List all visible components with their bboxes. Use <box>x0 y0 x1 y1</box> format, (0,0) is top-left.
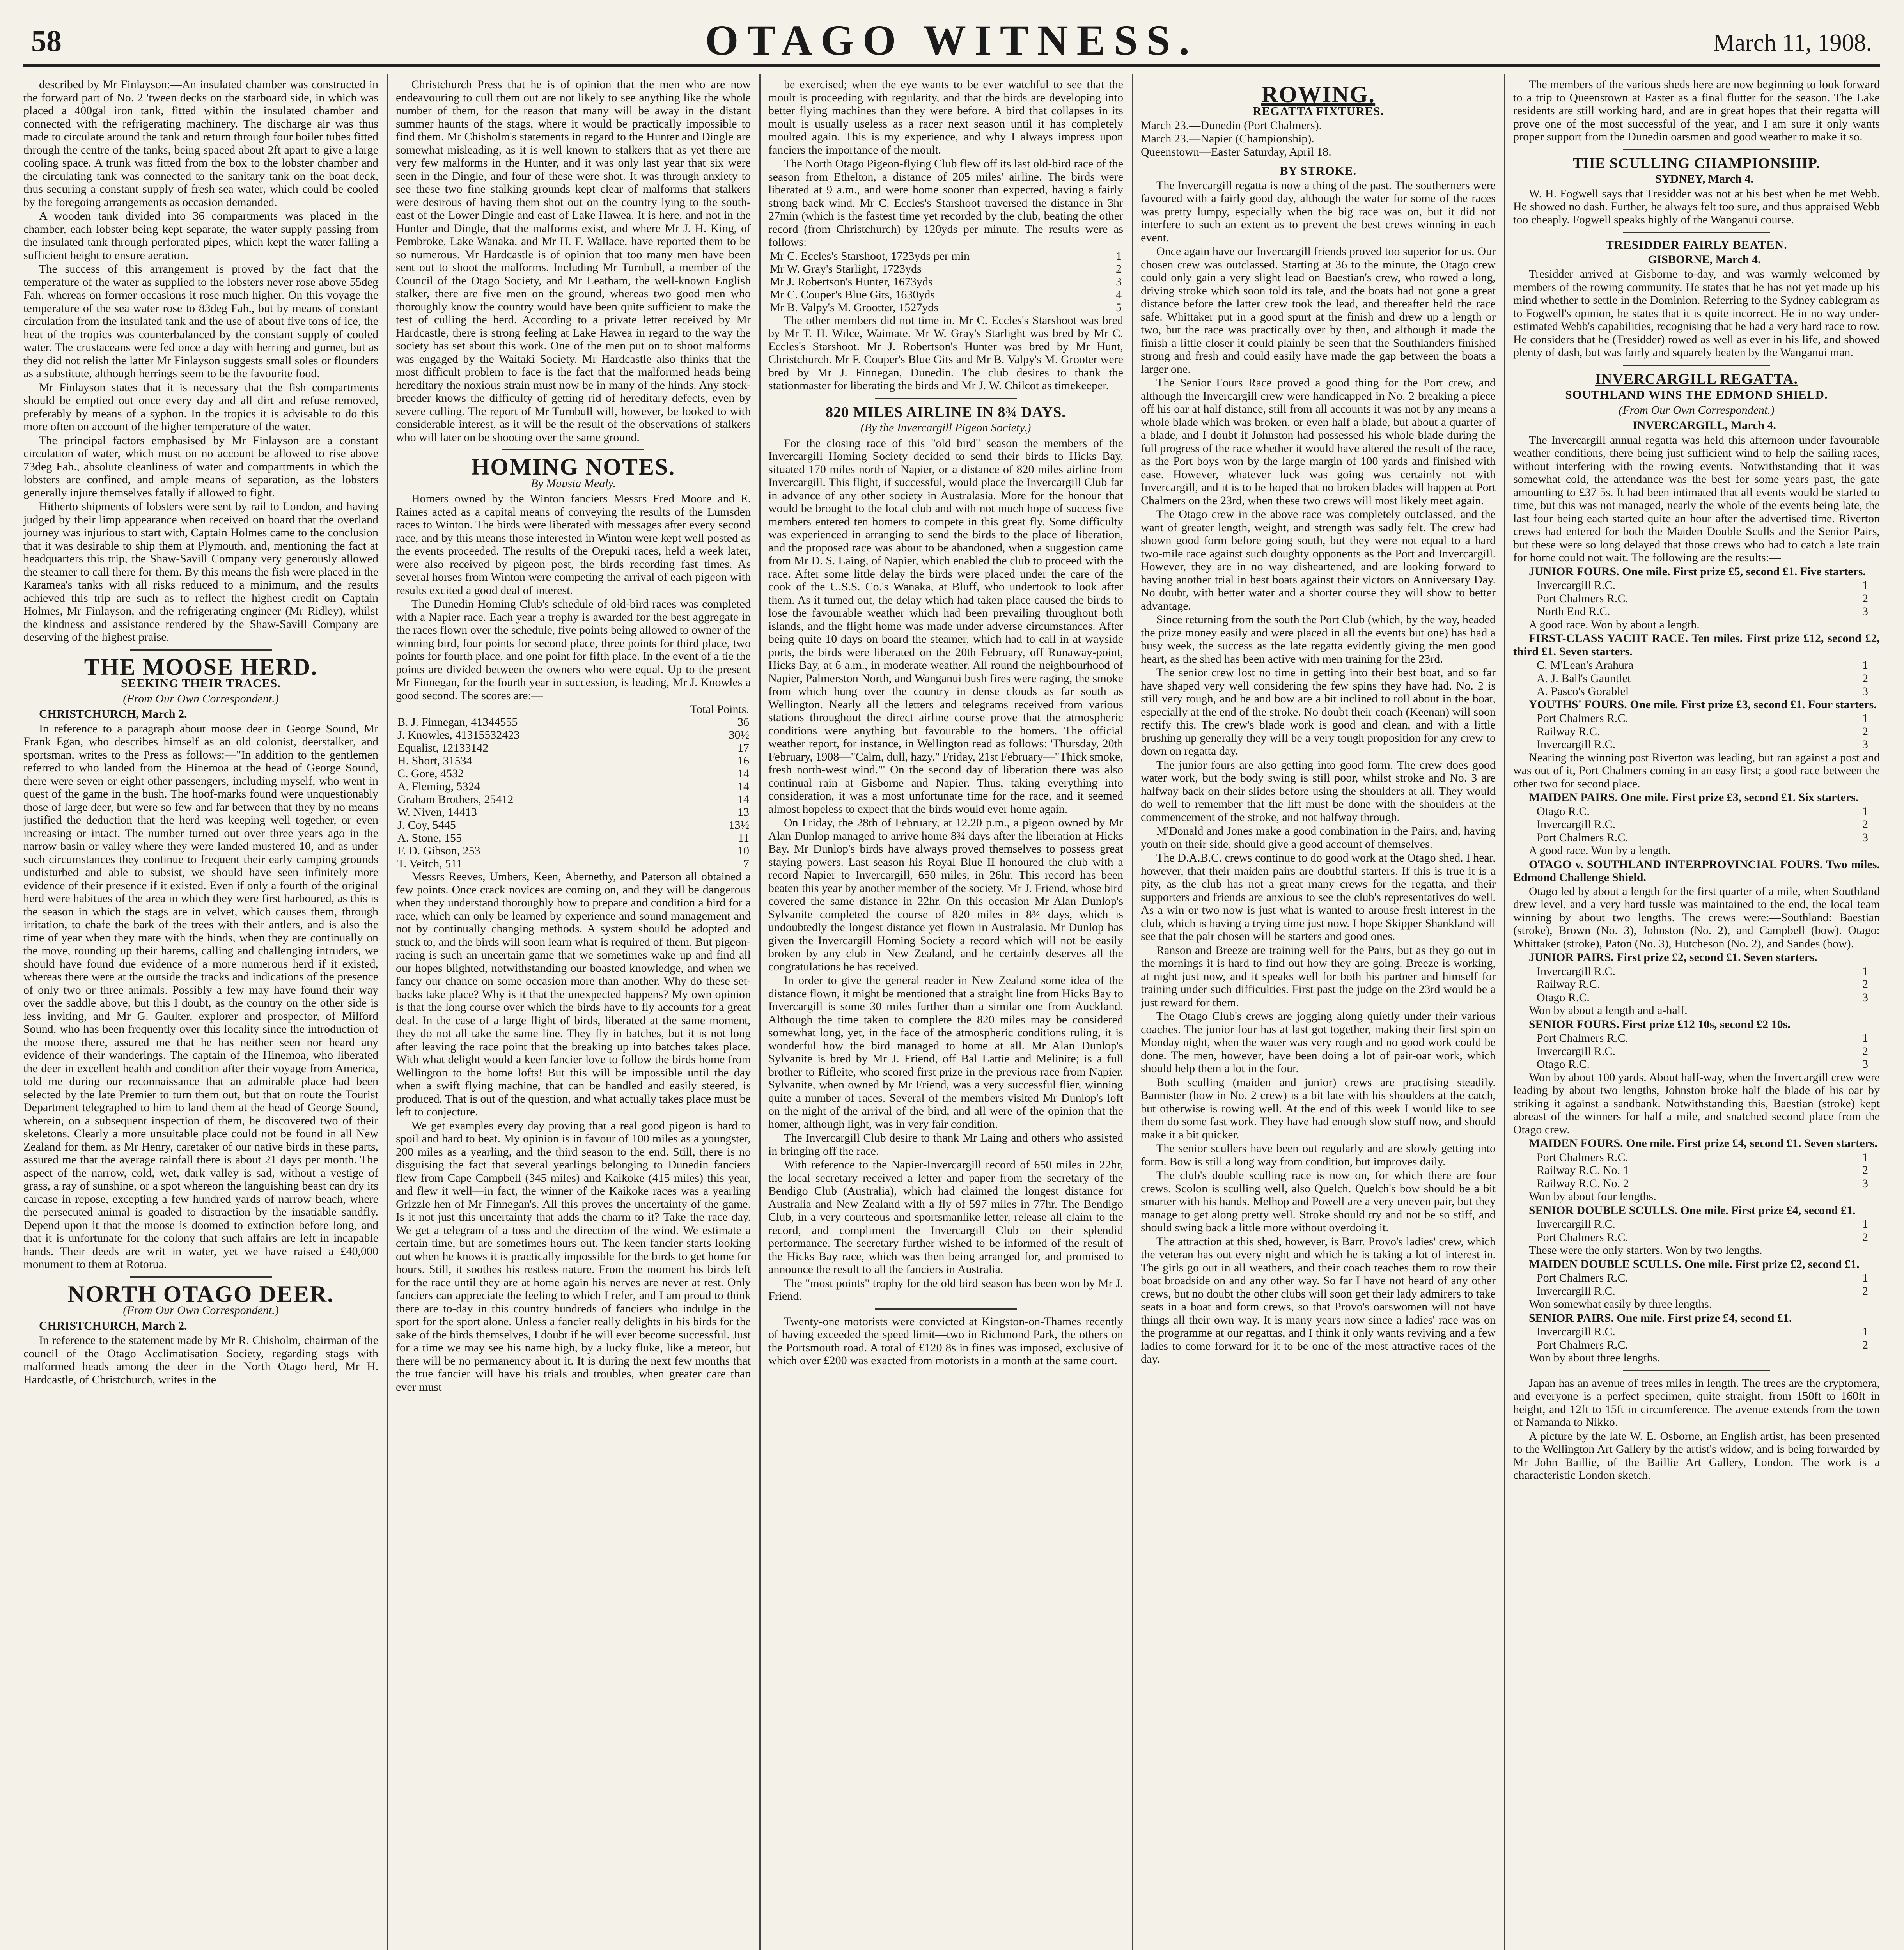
row-name: W. Niven, 14413 <box>397 806 477 819</box>
paragraph: For the closing race of this "old bird" season the members of the Invercargill Homing Society decided to send their birds to Hicks Bay, situated 170 miles north of Napier, or a distance of 820 miles airline from Invercargill. This flight, if successful, would place the Invercargill Club far in advance of any other society in Australasia. More for the honour that would be brought to the local club and with not much hope of success five members entered ten homers to compete in this great fly. Some difficulty was experienced in arranging to send the birds to the place of liberation, and the proposed race was about to be abandoned, when a suggestion came from Mr D. S. Laing, of Napier, which enabled the club to proceed with the race. After some little delay the birds were placed under the care of the cook of the U.S.S. Co.'s Wanaka, at Bluff, who undertook to look after them. As it turned out, the delay which had taken place caused the birds to lose the favourable weather which had been prevailing throughout both islands, and the flight home was made under adverse circumstances. After being quite 10 days on board the steamer, which had to call in at wayside ports, the birds were liberated on the 20th February, off Runaway-point, Hicks Bay, at 6 a.m., in moderate weather. All round the neighbourhood of Napier, Palmerston North, and Wanganui bush fires were raging, the smoke from which hung over the country in dense clouds as far south as Wellington. Nearly all the letters and telegrams received from various stations throughout the direct airline course prove that the atmospheric conditions were anything but favourable to the homers. The official weather report, for instance, in Wellington read as follows: 'Thursday, 20th February, 1908—"Calm, dull, hazy." Friday, 21st February—"Thick smoke, fresh north-west wind."' On the second day of liberation there was also continual rain at Gisborne and Napier. Thus, taking everything into consideration, it was a most unfortunate time for the race, and it seemed almost hopeless to expect that the birds would ever home again. <box>768 436 1123 815</box>
result-place: 2 <box>1862 1164 1868 1177</box>
result-crew: Railway R.C. No. 2 <box>1537 1177 1629 1190</box>
table-row <box>396 831 751 844</box>
row-points: 16 <box>737 754 749 767</box>
race-heading: YOUTHS' FOURS. One mile. First prize £3, second £1. Four starters. <box>1529 698 1877 711</box>
table-row <box>768 275 1123 288</box>
result-crew: Port Chalmers R.C. <box>1537 1032 1629 1044</box>
paragraph: In reference to a paragraph about moose deer in George Sound, Mr Frank Egan, who describes himself as an old colonist, deerstalker, and sportsman, writes to the Press as follows:—"In addition to the gentlemen referred to who landed from the Hinemoa at the head of George Sound, there were seven or eight other passengers, including myself, who went in quest of the game in the bush. The hoof-marks found were unquestionably those of large deer, but were so few and far between that they by no means justified the deduction that the herd was keeping well together, or even increasing or intact. The number turned out over three years ago in the narrow basin or valley where they were landed mustered 10, and as under such circumstances they continue to frequent their early camping grounds undisturbed and able to subsist, we should have seen infinitely more evidence of their presence if it existed. Even if only a fourth of the original herd were habitues of the area in which they were first harboured, as this is the season in which the stags are in velvet, which causes them, through irritation, to chafe the bark of the trees with their antlers, and is also the time of year when they mate with the hinds, when they are continually on the move, rounding up their harems, calling and challenging intruders, we should have found due evidence of a more numerous herd if it existed, whereas there were at the outside the tracks and indications of the presence of only two or three animals. Possibly a few may have found their way over the saddle above, but this I doubt, as the country on the other side is less inviting, and Mr G. Gaulter, explorer and prospector, of Milford Sound, who has been frequently over this locality since the introduction of the moose there, assured me that he has neither seen nor heard any evidence of their wanderings. The captain of the Hinemoa, who liberated the deer in excellent health and condition after their voyage from America, told me during our reconnaissance that an admirable place had been selected by the late Premier to turn them out, but that on route the Tourist Department telegraphed to him to land them at the head of George Sound, wherein, on a subsequent inspection of them, he discovered two of their skeletons. Clearly a more unsuitable place could not be found in all New Zealand for them, as Mr Henry, caretaker of our native birds in these parts, assured me that the average rainfall there is about 21 days per month. The aspect of the narrow, cold, wet, dark valley is sad, without a vestige of grass, a ray of sunshine, or a spot whereon the languishing beast can dry its carcase in repose, excepting a few hundred yards of narrow beach, where the persecuted animal is goaded to distraction by the insatiable sandfly. Depend upon it that the moose is doomed to extinction before long, and that it is unfortunate for the colony that such affairs are left in incapable hands. Their deeds are writ in water, yet we have raised a £40,000 monument to them at Rotorua. <box>23 722 378 1271</box>
sculling-paragraph: W. H. Fogwell says that Tresidder was not at his best when he met Webb. He showed no dash. Further, he always felt too sure, and thus appraised Webb too cheaply. Fogwell speaks highly of the Wanganui course. <box>1513 187 1880 226</box>
column-2 <box>396 78 751 1950</box>
paragraph: The Invercargill Club desire to thank Mr Laing and others who assisted in bringing off the race. <box>768 1131 1123 1158</box>
result-crew: Port Chalmers R.C. <box>1537 592 1629 605</box>
result-place: 2 <box>1862 592 1868 605</box>
result-place: 1 <box>1862 659 1868 672</box>
paragraph: In order to give the general reader in New Zealand some idea of the distance flown, it might be mentioned that a straight line from Hicks Bay to Invercargill is some 30 miles further than a similar one from Auckland. Although the time taken to complete the 820 miles may be considered somewhat long, yet, in the face of the atmospheric conditions ruling, it is wonderful how the bird managed to home at all. Mr Alan Dunlop's Sylvanite is bred by Mr J. Friend, off Bal Lattie and Melinite; is a full brother to Rifleite, who scored first prize in the previous race from Napier. Sylvanite, when owned by Mr Friend, was a very successful flier, winning quite a number of races. Several of the members visited Mr Dunlop's loft on the night of the arrival of the bird, and all were of the opinion that the homer, although light, was in very fair condition. <box>768 974 1123 1131</box>
homing-notes-heading: HOMING NOTES. <box>471 454 675 480</box>
race-heading: SENIOR PAIRS. One mile. First prize £4, second £1. <box>1529 1311 1792 1324</box>
invercargill-correspondent: (From Our Own Correspondent.) <box>1619 403 1775 417</box>
paragraph: A picture by the late W. E. Osborne, an English artist, has been presented to the Wellington Art Gallery by the artist's widow, and is being forwarded by Mr John Baillie, of the Baillie Art Gallery, London. The work is a characteristic London sketch. <box>1513 1429 1880 1482</box>
race-result <box>1513 965 1880 978</box>
paragraph: The principal factors emphasised by Mr Finlayson are a constant circulation of water, which must on no account be allowed to rise above 73deg Fah., absolute cleanliness of water and compartments in which the lobsters are confined, and ample means of separation, as the lobsters generally injure themselves fatally if allowed to fight. <box>23 434 378 499</box>
race-result <box>1513 978 1880 991</box>
race-heading: JUNIOR PAIRS. First prize £2, second £1. Seven starters. <box>1529 951 1817 964</box>
result-place: 3 <box>1862 685 1868 698</box>
race-heading: SENIOR FOURS. First prize £12 10s, second £2 10s. <box>1529 1018 1791 1031</box>
scores-header: Total Points. <box>690 703 749 716</box>
row-points: 10 <box>737 844 749 857</box>
tresidder-heading: TRESIDDER FAIRLY BEATEN. <box>1606 238 1787 252</box>
moose-subheading: SEEKING THEIR TRACES. <box>121 676 281 690</box>
result-place: 3 <box>1862 1177 1868 1190</box>
row-name: Mr C. Eccles's Starshoot, 1723yds per min <box>770 249 970 262</box>
row-points: 17 <box>737 741 749 754</box>
miscellany-paragraphs <box>1513 1377 1880 1482</box>
result-place: 3 <box>1862 831 1868 844</box>
moose-dateline: CHRISTCHURCH, March 2. <box>39 707 187 720</box>
result-crew: Invercargill R.C. <box>1537 1218 1615 1230</box>
homing-article-continued <box>396 870 751 1393</box>
row-name: Equalist, 12133142 <box>397 741 489 754</box>
result-place: 1 <box>1862 1150 1868 1164</box>
fixture-item: March 23.—Napier (Championship). <box>1141 132 1314 145</box>
moose-correspondent: (From Our Own Correspondent.) <box>123 692 279 705</box>
row-points: 13 <box>737 806 749 819</box>
row-name: J. Coy, 5445 <box>397 819 456 831</box>
result-crew: Port Chalmers R.C. <box>1537 1150 1629 1164</box>
airline-subheading: (By the Invercargill Pigeon Society.) <box>860 421 1031 434</box>
row-points: 3 <box>1116 275 1122 288</box>
race-note: Won by about four lengths. <box>1529 1190 1656 1203</box>
row-points: 4 <box>1116 288 1122 301</box>
result-place: 1 <box>1862 964 1868 978</box>
invercargill-subheading: SOUTHLAND WINS THE EDMOND SHIELD. <box>1565 388 1828 401</box>
paragraph: Both sculling (maiden and junior) crews are practising steadily. Bannister (bow in No. 2 crew) is a bit late with his shoulders at the catch, but otherwise is rowing well. At the end of this week I would like to see them do some fast work. They have had enough slow stuff now, and should make it a bit quicker. <box>1141 1076 1496 1141</box>
result-crew: Port Chalmers R.C. <box>1537 1338 1629 1351</box>
lobster-article <box>23 78 378 644</box>
sculling-dateline: SYDNEY, March 4. <box>1655 172 1753 185</box>
invercargill-intro: The Invercargill annual regatta was held this afternoon under favourable weather conditions, there being just sufficient wind to help the sailing races, without interfering with the rowing events. Notwithstanding that it was somewhat cold, the attendance was the best for some years past, the gate amounting to £37 5s. It had been intimated that all events would be started to time, but this was not managed, nearly the whole of the events being late, the last four being each started quite an hour after the advertised time. Riverton crews had entered for both the Maiden Double Sculls and the Senior Pairs, but these were so long delayed that those crews who had to catch a late train for home could not wait. The following are the results:— <box>1513 433 1880 564</box>
race-heading: MAIDEN PAIRS. One mile. First prize £3, second £1. Six starters. <box>1529 791 1859 804</box>
table-row <box>768 250 1123 262</box>
table-row <box>396 819 751 831</box>
result-crew: Railway R.C. No. 1 <box>1537 1164 1629 1177</box>
table-row <box>396 780 751 793</box>
paragraph: A wooden tank divided into 36 compartments was placed in the chamber, each lobster being kept separate, the water supply passing from the insulated tank through perforated pipes, which kept the water falling a sufficient height to ensure aeration. <box>23 209 378 262</box>
paragraph: Japan has an avenue of trees miles in length. The trees are the cryptomera, and everyone is a perfect specimen, quite straight, from 150ft to 160ft in height, and 12ft to 15ft in circumference. The avenue extends from the town of Namanda to Nikko. <box>1513 1376 1880 1429</box>
race-result <box>1513 725 1880 738</box>
race-result <box>1513 991 1880 1004</box>
result-place: 3 <box>1862 738 1868 751</box>
by-stroke-heading: BY STROKE. <box>1280 164 1357 177</box>
paragraph: be exercised; when the eye wants to be ever watchful to see that the moult is proceeding with regularity, and that the birds are developing into better flying machines than they were before. A bird that collapses in its moult is usually useless as a racer next season until it has completely moulted again. This is my experience, and why I always impress upon fanciers the importance of the moult. <box>768 78 1123 156</box>
race-result <box>1513 1032 1880 1045</box>
race-result <box>1513 672 1880 685</box>
paragraph: The junior fours are also getting into good form. The crew does good water work, but the body swing is still poor, whilst stroke and No. 3 are halfway back on their slides before using the shoulders at all. They would do well to remember that the lift must be done with the shoulders at the commencement of the stroke, and not halfway through. <box>1141 758 1496 824</box>
airline-article <box>768 437 1123 1303</box>
moose-herd-heading: THE MOOSE HERD. <box>84 654 318 680</box>
table-row <box>396 857 751 870</box>
newspaper-title: OTAGO WITNESS. <box>705 16 1198 64</box>
result-crew: Invercargill R.C. <box>1537 1284 1615 1298</box>
result-crew: Invercargill R.C. <box>1537 818 1615 831</box>
fixture-item: Queenstown—Easter Saturday, April 18. <box>1141 145 1331 158</box>
result-crew: North End R.C. <box>1537 605 1610 618</box>
paragraph: The members of the various sheds here are now beginning to look forward to a trip to Queenstown at Easter as a final flutter for the season. The Lake residents are still working hard, and are in great hopes that their regatta will prove one of the most successful of the year, and I am sure it only wants proper support from the Dunedin oarsmen and good weather to make it so. <box>1513 78 1880 143</box>
paragraph: M'Donald and Jones make a good combination in the Pairs, and, having youth on their side, should give a good account of themselves. <box>1141 824 1496 851</box>
race-result <box>1513 1285 1880 1298</box>
column-rule <box>1132 74 1133 1950</box>
result-crew: Railway R.C. <box>1537 725 1600 738</box>
column-1 <box>23 78 378 1950</box>
paragraph: The "most points" trophy for the old bird season has been won by Mr J. Friend. <box>768 1276 1123 1303</box>
row-points: 30½ <box>729 729 749 741</box>
race-note: Won somewhat easily by three lengths. <box>1529 1298 1712 1310</box>
result-place: 1 <box>1862 1032 1868 1044</box>
result-place: 2 <box>1862 725 1868 738</box>
race-heading: MAIDEN DOUBLE SCULLS. One mile. First prize £2, second £1. <box>1529 1257 1860 1271</box>
result-place: 2 <box>1862 672 1868 685</box>
row-name: F. D. Gibson, 253 <box>397 844 480 857</box>
race-result <box>1513 1177 1880 1190</box>
race-heading: JUNIOR FOURS. One mile. First prize £5, second £1. Five starters. <box>1529 565 1866 578</box>
divider <box>1623 1370 1770 1371</box>
paragraph: The senior scullers have been out regularly and are slowly getting into form. Bow is still a long way from condition, but improves daily. <box>1141 1142 1496 1168</box>
result-crew: Invercargill R.C. <box>1537 1325 1615 1338</box>
paragraph: Once again have our Invercargill friends proved too superior for us. Our chosen crew was outclassed. Starting at 36 to the minute, the Otago crew could only gain a very slight lead on Baestian's crew, who rowed a long, driving stroke which soon told its tale, and the boats had not gone a great distance before the latter crew took the lead, and thereafter held the race safe. Whittaker put in a good spurt at the finish and drew up a length or two, but the race was practically over by then, and although it made the finish a little closer it could plainly be seen that the Southlanders finished strong and fresh and could easily have made the gap between the boats a larger one. <box>1141 245 1496 376</box>
result-place: 1 <box>1862 712 1868 725</box>
race-heading: SENIOR DOUBLE SCULLS. One mile. First prize £4, second £1. <box>1529 1204 1856 1217</box>
paragraph: Hitherto shipments of lobsters were sent by rail to London, and having judged by their limp appearance when received on board that the overland journey was injurious to start with, Captain Holmes came to the conclusion that it was desirable to ship them at Plymouth, and, mentioning the fact at headquarters this trip, the Shaw-Savill Company very generously allowed the steamer to call there for them. By this means the fish were placed in the Karamea's tanks with all risks reduced to a minimum, and the results achieved this trip are such as to reflect the highest credit on Captain Holmes, Mr Finlayson, and the refrigerating engineer (Mr Ridley), whilst the kindness and assistance rendered by the Shaw-Savill Company are deserving of the highest praise. <box>23 500 378 644</box>
homing-byline: By Mausta Mealy. <box>531 477 616 490</box>
race-note: These were the only starters. Won by two lengths. <box>1529 1244 1762 1257</box>
paragraph: The Otago Club's crews are jogging along quietly under their various coaches. The junior four has at last got together, making their first spin on Monday night, when the water was very rough and no good work could be done. The men, however, have been doing a lot of pair-oar work, which should help them a lot in the four. <box>1141 1010 1496 1075</box>
table-row <box>396 793 751 806</box>
row-name: Mr B. Valpy's M. Grootter, 1527yds <box>770 301 938 314</box>
paragraph: With reference to the Napier-Invercargill record of 650 miles in 22hr, the local secretary received a letter and paper from the secretary of the Bendigo Club (Australia), which had claimed the longest distance for Australia and New Zealand with a fly of 597 miles in 77hr. The Bendigo Club, in a very courteous and sportsmanlike letter, release all claim to the record, and compliment the Invercargill Club on their splendid performance. The secretary further wished to be informed of the result of the Hicks Bay race, which was then being arranged for, and promised to announce the result to all the fanciers in Australia. <box>768 1158 1123 1276</box>
result-place: 2 <box>1862 1338 1868 1351</box>
row-name: J. Knowles, 41315532423 <box>397 729 520 741</box>
column-5 <box>1513 78 1880 1950</box>
table-row <box>396 754 751 767</box>
table-row <box>396 844 751 857</box>
north-correspondent: (From Our Own Correspondent.) <box>123 1304 279 1317</box>
paragraph: The North Otago Pigeon-flying Club flew off its last old-bird race of the season from Ethelton, a distance of 205 miles' airline. The birds were liberated at 9 a.m., and were home sooner than expected, having a fairly strong back wind. Mr C. Eccles's Starshoot traversed the distance in 3hr 27min (which is the fastest time yet recorded by the club, beating the other record (from Christchurch) by 120yds per minute. The results were as follows:— <box>768 157 1123 248</box>
scores-table <box>396 703 751 870</box>
race-result <box>1513 738 1880 751</box>
divider <box>1623 149 1770 150</box>
page-number: 58 <box>31 24 62 58</box>
table-row <box>768 262 1123 275</box>
race-note: Won by about three lengths. <box>1529 1351 1660 1364</box>
row-points: 5 <box>1116 301 1122 314</box>
row-points: 14 <box>737 793 749 806</box>
column-rule <box>387 74 388 1950</box>
column-3 <box>768 78 1123 1950</box>
result-crew: Port Chalmers R.C. <box>1537 1230 1629 1244</box>
invercargill-regatta-heading: INVERCARGILL REGATTA. <box>1595 370 1798 387</box>
row-points: 2 <box>1116 262 1122 275</box>
result-crew: Invercargill R.C. <box>1537 1044 1615 1058</box>
table-row <box>768 301 1123 314</box>
paragraph: Homers owned by the Winton fanciers Messrs Fred Moore and E. Raines acted as a capital means of conveying the results of the Lumsden races to Winton. The birds were liberated with messages after every second race, and by this means those interested in Winton were kept well posted as the events proceeded. The results of the Orepuki races, held a week later, were also received by pigeon post, the birds recording fast times. As several horses from Winton were competing the arrival of each pigeon with results excited a good deal of interest. <box>396 492 751 597</box>
fixture-item: March 23.—Dunedin (Port Chalmers). <box>1141 119 1322 132</box>
paragraph: In reference to the statement made by Mr R. Chisholm, chairman of the council of the Otago Acclimatisation Society, regarding stags with malformed heads among the deer in the North Otago herd, Mr H. Hardcastle, of Christchurch, writes in the <box>23 1334 378 1386</box>
result-crew: Invercargill R.C. <box>1537 738 1615 751</box>
row-name: A. Stone, 155 <box>397 831 462 844</box>
north-otago-deer-article <box>23 1334 378 1386</box>
paragraph: The Senior Fours Race proved a good thing for the Port crew, and although the Invercargill crew were handicapped in No. 2 breaking a piece off his oar at half distance, still from all accounts it was not by any means a whole blade which was broken, or even half a blade, but about a quarter of a blade, and I doubt if Johnston had possessed his whole blade during the full progress of the race whether it would have altered the result of the race, as the Port boys won by the large margin of 100 yards and finished with ease. However, whatever luck was going was certainly not with Invercargill, and it is to be hoped that no broken blades will happen at Port Chalmers on the 23rd, when these two crews will most likely meet again. <box>1141 376 1496 507</box>
race-result <box>1513 1151 1880 1164</box>
race-result <box>1513 1338 1880 1352</box>
north-otago-deer-heading: NORTH OTAGO DEER. <box>67 1281 334 1307</box>
result-place: 2 <box>1862 1284 1868 1298</box>
paragraph: Christchurch Press that he is of opinion that the men who are now endeavouring to cull them out are not likely to see anything like the whole number of them, for the reason that many will be away in the distant summer haunts of the stags, where it would be practically impossible to find them. Mr Chisholm's statements in regard to the Hunter and Dingle are somewhat misleading, as it is well known to stalkers that as yet there are very few malforms in the Hunter, and it was only last year that six were seen in the Dingle, and four of these were shot. It was through anxiety to see these two fine stalking grounds kept clear of malforms that stalkers were desirous of having them shot out on the country lying to the south-east of the Lower Dingle and east of Lake Hawea. It is here, and not in the Hunter and Dingle, that the malforms exist, and where Mr J. H. King, of Pembroke, Lake Wanaka, and Mr H. F. Wallace, have reported them to be so numerous. Mr Hardcastle is of opinion that too many men have been sent out to shoot the malforms. Including Mr Turnbull, a member of the Council of the Otago Society, and Mr Leatham, the well-known English stalker, there are five men on the ground, whereas two good men who thoroughly know the country would have been quite sufficient to make the test of culling the herd. According to a private letter received by Mr Hardcastle, there is strong feeling at Lake Hawea in regard to the way the society has set about this work. One of the men put on to shoot malforms was engaged by the Waitaki Society. Mr Hardcastle also thinks that the most difficult problem to face is the fact that the malformed heads being hereditary the noxious strain must now be in many of the hinds. Any stock-breeder knows the difficulty of getting rid of hereditary defects, even by severe culling. The report of Mr Turnbull will, however, be looked to with considerable interest, as it will be the result of the observations of stalkers who will later on be shooting over the same ground. <box>396 78 751 444</box>
race-result <box>1513 831 1880 844</box>
result-crew: Invercargill R.C. <box>1537 964 1615 978</box>
row-points: 7 <box>743 857 749 870</box>
row-points: 1 <box>1116 249 1122 262</box>
row-name: H. Short, 31534 <box>397 754 472 767</box>
result-crew: A. Pasco's Gorablel <box>1537 685 1629 698</box>
column-rule <box>1504 74 1505 1950</box>
race-note: Nearing the winning post Riverton was leading, but ran against a post and was out of it, Port Chalmers coming in an easy first; a good race between the other two for second place. <box>1513 751 1880 790</box>
invercargill-dateline: INVERCARGILL, March 4. <box>1633 419 1776 432</box>
race-heading: FIRST-CLASS YACHT RACE. Ten miles. First prize £12, second £2, third £1. Seven starters. <box>1513 632 1880 658</box>
result-crew: A. J. Ball's Gauntlet <box>1537 672 1631 685</box>
race-result <box>1513 1271 1880 1285</box>
tresidder-dateline: GISBORNE, March 4. <box>1648 253 1761 266</box>
result-crew: Otago R.C. <box>1537 805 1590 818</box>
result-place: 1 <box>1862 579 1868 592</box>
sculling-heading: THE SCULLING CHAMPIONSHIP. <box>1573 155 1820 172</box>
race-result <box>1513 579 1880 592</box>
homing-article <box>396 492 751 702</box>
paragraph: Ranson and Breeze are training well for the Pairs, but as they go out in the mornings it is hard to find out how they are going. Breeze is working, at night just now, and it speaks well for both his partner and himself for training under such difficulties. First past the judge on the 23rd would be a just reward for them. <box>1141 943 1496 1009</box>
race-result <box>1513 1045 1880 1058</box>
column-rule <box>759 74 761 1950</box>
row-points: 13½ <box>729 819 749 831</box>
row-name: Mr W. Gray's Starlight, 1723yds <box>770 262 922 275</box>
result-crew: Port Chalmers R.C. <box>1537 712 1629 725</box>
column-4 <box>1141 78 1496 1950</box>
row-points: 11 <box>738 831 749 844</box>
row-name: T. Veitch, 511 <box>397 857 463 870</box>
race-note: Otago led by about a length for the first quarter of a mile, when Southland drew level, and a very hard tussle was maintained to the end, the local team winning by about two lengths. The crews were:—Southland: Baestian (stroke), Brown (No. 3), Johnston (No. 2), and Campbell (bow). Otago: Whittaker (stroke), Paton (No. 3), Hutcheson (No. 2), and Sandes (bow). <box>1513 885 1880 950</box>
rowing-article <box>1141 179 1496 1366</box>
masthead-rule <box>23 64 1880 67</box>
row-points: 14 <box>737 780 749 793</box>
table-row <box>396 767 751 780</box>
paragraph: On Friday, the 28th of February, at 12.20 p.m., a pigeon owned by Mr Alan Dunlop managed to arrive home 8¾ days after the liberation at Hicks Bay. Mr Dunlop's birds have always proved themselves to possess great staying powers. Last season his Royal Blue II honoured the club with a record Napier to Invercargill, 650 miles, in 26hr. This record has been beaten this year by another member of the society, Mr J. Friend, whose bird covered the same distance in 22hr. On this occasion Mr Alan Dunlop's Sylvanite completed the course of 820 miles in 8¾ days, which is undoubtedly the longest distance yet flown in Australasia. Mr Dunlop has given the Invercargill Homing Society a record which will not be easily broken by any club in New Zealand, and he certainly deserves all the congratulations he has received. <box>768 816 1123 973</box>
race-note: A good race. Won by about a length. <box>1529 618 1700 631</box>
paragraph: The success of this arrangement is proved by the fact that the temperature of the water as supplied to the lobsters never rose above 55deg Fah. whereas on former occasions it rose much higher. On this voyage the temperature of the sea water rose to 83deg Fah., but by means of constant circulation from the insulated tank and the use of about five tons of ice, the heat of the tropics was counterbalanced by the constant supply of cooled water. The crustaceans were fed once a day with herring and gurnet, but as they did not relish the latter Mr Finlayson suggests small soles or flounders as a substitute, although herrings seem to be the favourite food. <box>23 262 378 380</box>
paragraph: Messrs Reeves, Umbers, Keen, Abernethy, and Paterson all obtained a few points. Once crack novices are coming on, and they will be dangerous when they understand thoroughly how to prepare and condition a bird for a race, which can only be learned by experience and sound management and not by continually changing methods. A system should be adopted and stuck to, and the birds will soon learn what is required of them. But pigeon-racing is such an uncertain game that we sometimes wake up and find all our hopes blighted, notwithstanding our boasted knowledge, and when we fancy our chance on some occasion more than another. Why do these set-backs take place? Why is it that the unexpected happens? My own opinion is that the long course over which the birds have to fly accounts for a great deal. In the case of a large flight of birds, liberated at the same moment, they do not all take the same line. They fly in batches, but it is not long after leaving the race point that the breaking up into batches takes place. With what delight would a keen fancier love to follow the birds home from Wellington to the home lofts! But this will be impossible until the day when a swift flying machine, that can be handled and easily steered, is produced. That is out of the question, and what actually takes place must be left to conjecture. <box>396 870 751 1118</box>
row-points: 36 <box>737 716 749 729</box>
paragraph: We get examples every day proving that a real good pigeon is hard to spoil and hard to beat. My opinion is in favour of 100 miles as a youngster, 200 miles as a yearling, and the third season to the end. Still, there is no disguising the fact that several yearlings belonging to Dunedin fanciers flew from Cape Campbell (345 miles) and Kaikoke (415 miles) this year, and flew it well—in fact, the winner of the Kaikoke races was a yearling Grizzle hen of Mr Finnegan's. All this proves the uncertainty of the game. Is it not just this uncertainty that adds the charm to it? Take the race day. We get a telegram of a toss and the direction of the wind. We estimate a certain time, but are sometimes hours out. The keen fancier starts looking out when he knows it is practically impossible for the birds to get home for hours. Still, it soothes his restless nature. From the moment his birds left for the race until they are at home again his nerves are never at rest. Only fanciers can appreciate the feeling to which I refer, and I am proud to think there are to-day in this country hundreds of fanciers who indulge in the sport for the sport alone. Unless a fancier really delights in his birds for the sake of the birds themselves, I doubt if he will ever become successful. Just for a time we may see his name high, by a lucky fluke, like a meteor, but there will be no permanency about it. It is during the next few months that the true fancier will have his trials and troubles, when greater care than ever must <box>396 1119 751 1393</box>
race-result <box>1513 1231 1880 1244</box>
rowing-heading: ROWING. <box>1261 82 1376 107</box>
issue-date: March 11, 1908. <box>1713 30 1872 56</box>
table-row <box>396 806 751 819</box>
result-place: 1 <box>1862 1271 1868 1284</box>
row-name: Mr C. Couper's Blue Gits, 1630yds <box>770 288 935 301</box>
result-crew: C. M'Lean's Arahura <box>1537 659 1634 672</box>
race-result <box>1513 805 1880 818</box>
result-place: 3 <box>1862 1058 1868 1071</box>
race-result <box>1513 659 1880 672</box>
race-results-table <box>768 250 1123 314</box>
row-name: B. J. Finnegan, 41344555 <box>397 716 518 729</box>
paragraph: The club's double sculling race is now on, for which there are four crews. Scolon is sculling well, also Quelch. Quelch's bow should be a bit smarter with his hands. Melhop and Powell are a very uneven pair, but they manage to get along pretty well. Stroke should try and not be so stiff, and should swing back a little more without overdoing it. <box>1141 1169 1496 1234</box>
divider <box>875 1308 1017 1310</box>
divider <box>130 649 272 651</box>
paragraph: The attraction at this shed, however, is Barr. Provo's ladies' crew, which the veteran has out every night and which he is taking a lot of interest in. The girls go out in all weathers, and their coach teaches them to row their boat broadside on and any other way. So far I have not heard of any other crews, but no doubt the other clubs will soon get their lady admirers to take seats in a boat and form crews, so that Provo's oarswomen will not have things all their own way. It is many years now since a ladies' race was on the programme at our regattas, and I think it only wants reviving and a few ladies to come forward for it to be one of the most attractive races of the day. <box>1141 1235 1496 1365</box>
result-crew: Otago R.C. <box>1537 991 1590 1004</box>
result-crew: Invercargill R.C. <box>1537 579 1615 592</box>
race-result <box>1513 712 1880 725</box>
race-result <box>1513 592 1880 605</box>
divider <box>1623 232 1770 233</box>
race-result <box>1513 1218 1880 1231</box>
row-name: A. Fleming, 5324 <box>397 780 480 793</box>
paragraph: The Otago crew in the above race was completely outclassed, and the want of greater length, weight, and strength was sadly felt. The crew had shown good form before going south, but they were not equal to a hard two-mile race against such doughty opponents as the Port and Invercargill. However, they are in no way disheartened, and are looking forward to having another trial in best boats against their victors on Anniversary Day. No doubt, with better water and a shorter course they will show to better advantage. <box>1141 508 1496 612</box>
divider <box>130 1276 272 1278</box>
paragraph: The Dunedin Homing Club's schedule of old-bird races was completed with a Napier race. Each year a trophy is awarded for the best aggregate in the races flown over the schedule, five points being allowed to owner of the winning bird, four points for second place, three points for third place, two points for fourth place, and one point for fifth place. In the event of a tie the points are divided between the owners who were equal. Up to the present Mr Finnegan, for the fourth year in succession, is leading, Mr J. Knowles a good second. The scores are:— <box>396 597 751 702</box>
paragraph: The other members did not time in. Mr C. Eccles's Starshoot was bred by Mr T. H. Wilce, Waimate. Mr W. Gray's Starlight was bred by Mr C. Eccles's Starshoot. Mr J. Robertson's Hunter was bred by Mr Hunt, Christchurch. Mr F. Couper's Blue Gits and Mr B. Valpy's M. Grooter were bred by Mr J. Finnegan, Dunedin. The club desires to thank the stationmaster for liberating the birds and Mr J. W. Chilcot as timekeeper. <box>768 314 1123 392</box>
moose-article <box>23 722 378 1271</box>
race-result <box>1513 685 1880 698</box>
result-place: 2 <box>1862 818 1868 831</box>
result-place: 3 <box>1862 991 1868 1004</box>
fixtures-list <box>1141 119 1496 159</box>
row-name: Mr J. Robertson's Hunter, 1673yds <box>770 275 933 288</box>
race-result <box>1513 818 1880 831</box>
row-name: Graham Brothers, 25412 <box>397 793 514 806</box>
masthead <box>23 8 1880 66</box>
queenstown-paragraph <box>1513 78 1880 144</box>
pigeon-club-article <box>768 78 1123 249</box>
race-result <box>1513 605 1880 618</box>
race-heading: MAIDEN FOURS. One mile. First prize £4, second £1. Seven starters. <box>1529 1137 1878 1150</box>
result-place: 2 <box>1862 1044 1868 1058</box>
result-place: 2 <box>1862 1230 1868 1244</box>
divider <box>1623 365 1770 366</box>
race-note: Won by about 100 yards. About half-way, when the Invercargill crew were leading by about two lengths, Johnston broke half the blade of his oar by striking it against a sandbank. Notwithstanding this, Baestian (stroke) kept abreast of the winners for half a mile, and snatched second place from the Otago crew. <box>1513 1071 1880 1136</box>
paragraph: The senior crew lost no time in getting into their best boat, and so far have shaped very well considering the few spins they have had. No. 2 is still very rough, and he and bow are a bit inclined to roll about in the boat, especially at the end of the stroke. No doubt their coach (Keenan) will soon rectify this. The crew's blade work is good and clean, and with a little brushing up generally they will be a very tough proposition for any crew to down on regatta day. <box>1141 666 1496 757</box>
row-points: 14 <box>737 767 749 780</box>
motorists-paragraph: Twenty-one motorists were convicted at Kingston-on-Thames recently of having exceeded the speed limit—two in Richmond Park, the others on the Portsmouth road. A total of £120 8s in fines was imposed, exclusive of which over £200 was exacted from motorists in a month at the same court. <box>768 1315 1123 1367</box>
result-place: 1 <box>1862 805 1868 818</box>
race-result <box>1513 1164 1880 1177</box>
north-dateline: CHRISTCHURCH, March 2. <box>39 1319 187 1332</box>
paragraph: The D.A.B.C. crews continue to do good work at the Otago shed. I hear, however, that their maiden pairs are doubtful starters. If this is true it is a pity, as the club has not a great many crews for the regatta, and their supporters and friends are anxious to see the club's representatives do well. As a win or two now is just what is wanted to arouse fresh interest in the club, which is having a trying time just now. I hope Skipper Shankland will see that the pair chosen will be starters and good ones. <box>1141 851 1496 943</box>
race-note: A good race. Won by a length. <box>1529 844 1671 857</box>
fixtures-heading: REGATTA FIXTURES. <box>1252 104 1384 118</box>
airline-heading: 820 MILES AIRLINE IN 8¾ DAYS. <box>826 404 1066 420</box>
result-place: 2 <box>1862 978 1868 991</box>
row-name: C. Gore, 4532 <box>397 767 464 780</box>
regatta-results <box>1513 565 1880 1365</box>
paragraph: Mr Finlayson states that it is necessary that the fish compartments should be emptied out once every day and all dirt and refuse removed, preferably by means of a syphon. In the tropics it is advisable to do this more often on account of the higher temperature of the water. <box>23 381 378 433</box>
table-row <box>396 716 751 729</box>
result-crew: Port Chalmers R.C. <box>1537 1271 1629 1284</box>
deer-article-continued <box>396 78 751 444</box>
table-row <box>768 288 1123 301</box>
result-place: 1 <box>1862 1218 1868 1230</box>
tresidder-paragraph: Tresidder arrived at Gisborne to-day, and was warmly welcomed by members of the rowing community. He states that he has not yet made up his mind whether to settle in the Dominion. Referring to the Sydney cablegram as to Fogwell's opinion, he states that it is quite incorrect. He in no way under-estimated Webb's capabilities, recognising that he had a very hard race to row. He considers that he (Tresidder) rowed as well as ever in his life, and showed plenty of dash, but was fairly and squarely beaten by the Wanganui man. <box>1513 268 1880 359</box>
table-row <box>396 741 751 754</box>
result-crew: Railway R.C. <box>1537 978 1600 991</box>
pigeon-club-notes <box>768 314 1123 392</box>
divider <box>875 398 1017 399</box>
race-result <box>1513 1058 1880 1071</box>
race-result <box>1513 1325 1880 1338</box>
race-heading: OTAGO v. SOUTHLAND INTERPROVINCIAL FOURS. Two miles. Edmond Challenge Shield. <box>1513 858 1880 884</box>
paragraph: described by Mr Finlayson:—An insulated chamber was constructed in the forward part of No. 2 'tween decks on the starboard side, in which was placed a 400gal iron tank, fitted within the insulated chamber and connected with the refrigerating machinery. The discharge air was thus made to circulate around the tank and return through four boiler tubes fitted through the centre of the tanks, being spaced about 2ft apart to give a large cooling space. A trunk was fitted from the box to the lobster chamber and the circulating tank was connected to the sanitary tank on the boat deck, thus securing a constant supply of fresh sea water, which could be cooled by the foregoing arrangements as occasion demanded. <box>23 78 378 209</box>
divider <box>502 449 644 450</box>
result-place: 1 <box>1862 1325 1868 1338</box>
paragraph: The Invercargill regatta is now a thing of the past. The southerners were favoured with a fairly good day, although the water for some of the races was pretty lumpy, especially when the big race was on, but it did not interfere to such an extent as to prevent the best crews winning in each event. <box>1141 179 1496 244</box>
result-crew: Port Chalmers R.C. <box>1537 831 1629 844</box>
result-place: 3 <box>1862 605 1868 618</box>
result-crew: Otago R.C. <box>1537 1058 1590 1071</box>
table-row <box>396 729 751 741</box>
race-note: Won by about a length and a-half. <box>1529 1004 1688 1017</box>
paragraph: Since returning from the south the Port Club (which, by the way, headed the prize money easily and were placed in all the events but one) has had a busy week, the success as the late regatta evidently giving the men good heart, as the shed has been active with men training for the 23rd. <box>1141 613 1496 665</box>
